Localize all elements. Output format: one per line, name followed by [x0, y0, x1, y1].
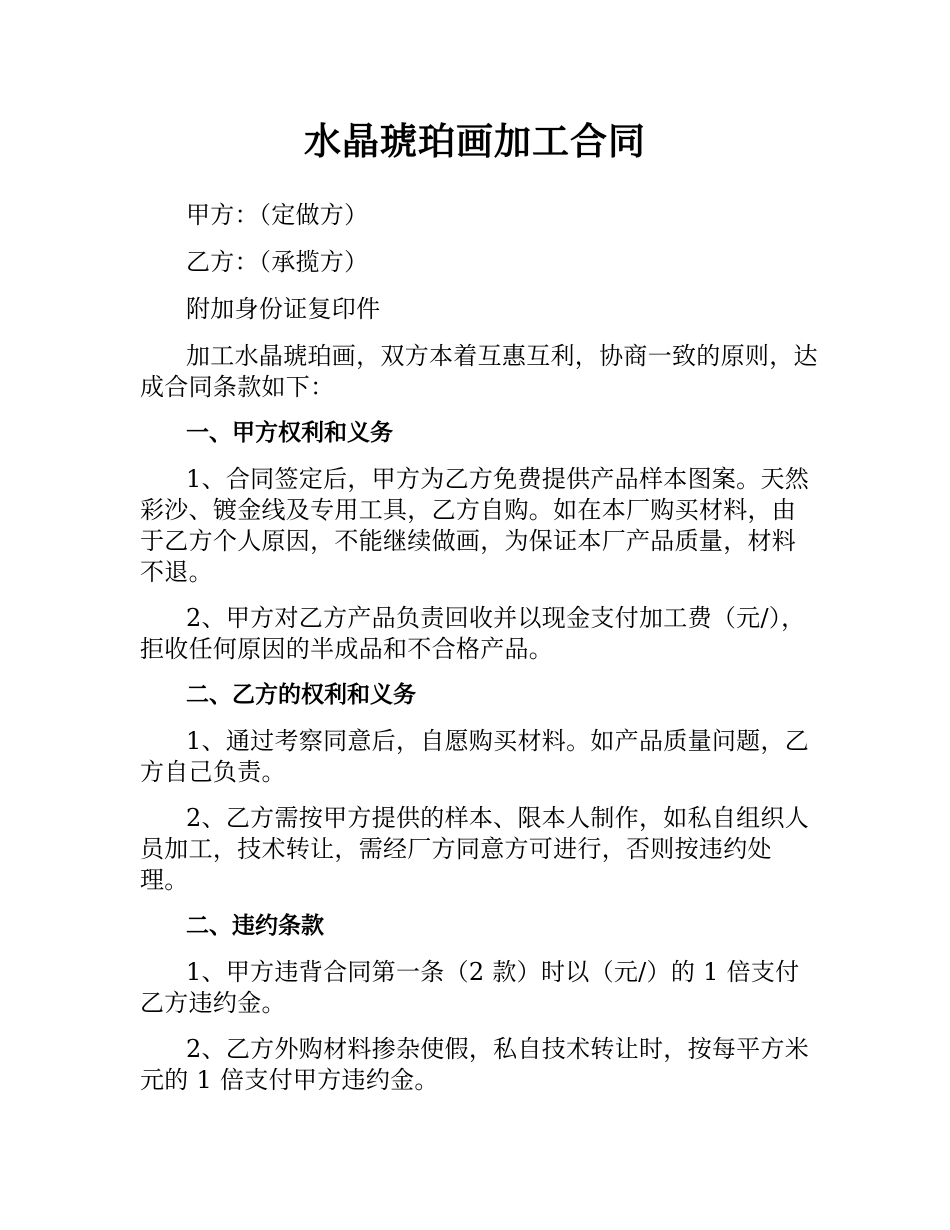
section-2-item-2: 2、乙方需按甲方提供的样本、限本人制作，如私自组织人员加工，技术转让，需经厂方同意方可进行，否则按违约处理。 — [140, 804, 810, 894]
section-1-item-2: 2、甲方对乙方产品负责回收并以现金支付加工费（元/），拒收任何原因的半成品和不合格产品。 — [140, 604, 806, 663]
party-b-line: 乙方：（承揽方） — [186, 248, 369, 276]
section-1-item-1: 1、合同签定后，甲方为乙方免费提供产品样本图案。天然彩沙、镀金线及专用工具，乙方自购。如在本厂购买材料，由于乙方个人原因，不能继续做画，为保证本厂产品质量，材料不退。 — [140, 465, 810, 586]
section-3-item-1: 1、甲方违背合同第一条（2 款）时以（元/）的 1 倍支付乙方违约金。 — [140, 958, 800, 1017]
intro-paragraph: 加工水晶琥珀画，双方本着互惠互利，协商一致的原则，达成合同条款如下： — [140, 342, 818, 401]
section-3-item-2: 2、乙方外购材料掺杂使假，私自技术转让时，按每平方米元的 1 倍支付甲方违约金。 — [140, 1035, 810, 1094]
document-body — [140, 200, 820, 1096]
document-title: 水晶琥珀画加工合同 — [304, 120, 646, 163]
party-a-line: 甲方：（定做方） — [186, 201, 369, 229]
section-1-heading: 一、甲方权利和义务 — [186, 420, 393, 446]
section-3-heading: 二、违约条款 — [186, 913, 324, 939]
section-2-heading: 二、乙方的权利和义务 — [186, 682, 416, 708]
attachment-note: 附加身份证复印件 — [186, 295, 381, 323]
section-2-item-1: 1、通过考察同意后，自愿购买材料。如产品质量问题，乙方自己负责。 — [140, 727, 810, 786]
